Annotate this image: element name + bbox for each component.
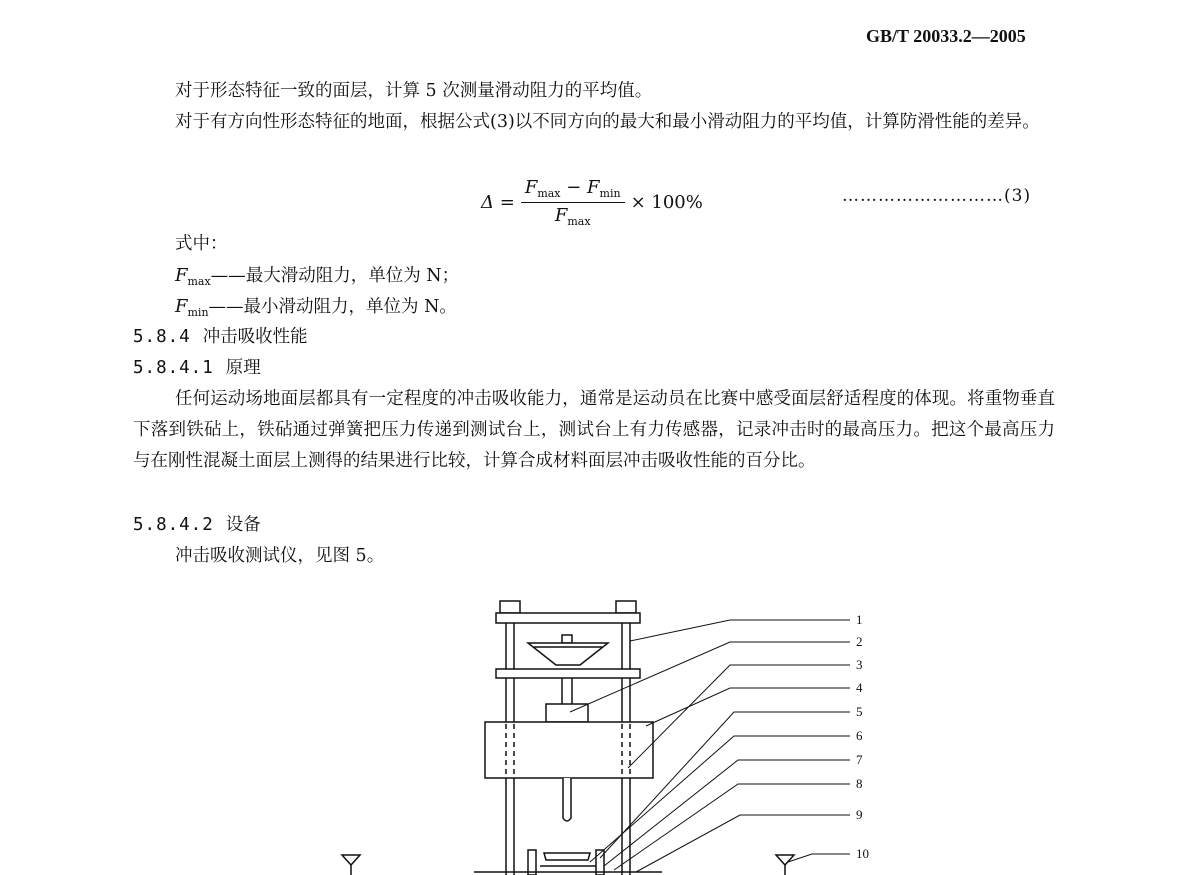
standard-number: GB/T 20033.2—2005 <box>866 26 1026 46</box>
falling-weight <box>485 722 653 778</box>
paragraph-principle: 任何运动场地面层都具有一定程度的冲击吸收能力，通常是运动员在比赛中感受面层舒适程度的体现。将重物垂直下落到铁砧上，铁砧通过弹簧把压力传递到测试台上，测试台上有力传感器，记录冲击时的最高压力。把这个最高压力与在刚性混凝土面层上测得的结果进行比较，计算合成材料面层冲击吸收性能的百分比。 <box>133 389 1055 471</box>
formula-numerator: $F_{max} - F_{min}$ <box>521 177 625 203</box>
figure-label-4: 4 <box>856 680 863 695</box>
anvil-assembly <box>474 850 662 875</box>
formula-3 <box>481 177 703 228</box>
formula-fraction <box>521 177 625 228</box>
figure-label-3: 3 <box>856 657 863 672</box>
paragraph-directional: 对于有方向性形态特征的地面，根据公式(3)以不同方向的最大和最小滑动阻力的平均值，计算防滑性能的差异。 <box>175 112 1040 132</box>
top-plate <box>496 613 640 623</box>
middle-plate <box>496 669 640 678</box>
bolt-heads <box>500 601 636 613</box>
figure-label-7: 7 <box>856 752 863 767</box>
formula-rhs: × 100% <box>630 192 703 213</box>
release-funnel <box>528 635 608 665</box>
equation-number: ………………………(3) <box>842 186 1032 206</box>
section-5-8-4-2: 5.8.4.2 设备 <box>133 515 261 535</box>
figure-label-2: 2 <box>856 634 863 649</box>
paragraph-average: 对于形态特征一致的面层，计算 5 次测量滑动阻力的平均值。 <box>175 81 653 101</box>
figure-label-1: 1 <box>856 612 863 627</box>
formula-lhs: Δ = <box>481 192 515 213</box>
formula-denominator: $F_{max}$ <box>554 205 591 228</box>
figure-5-diagram <box>0 590 1188 875</box>
figure-label-6: 6 <box>856 728 863 743</box>
where-fmin: $F_{min}——$最小滑动阻力，单位为 N。 <box>175 296 457 319</box>
figure-label-10: 10 <box>856 846 869 861</box>
section-5-8-4: 5.8.4 冲击吸收性能 <box>133 327 308 347</box>
impact-pin <box>563 778 571 821</box>
figure-label-9: 9 <box>856 807 863 822</box>
where-label: 式中： <box>175 234 228 254</box>
figure-label-8: 8 <box>856 776 863 791</box>
figure-label-5: 5 <box>856 704 863 719</box>
drop-rod <box>562 678 572 704</box>
where-fmax: $F_{max}——$最大滑动阻力，单位为 N； <box>175 265 460 288</box>
section-5-8-4-1: 5.8.4.1 原理 <box>133 358 261 378</box>
figure-labels <box>856 612 869 861</box>
paragraph-equipment: 冲击吸收测试仪，见图 5。 <box>175 546 385 566</box>
